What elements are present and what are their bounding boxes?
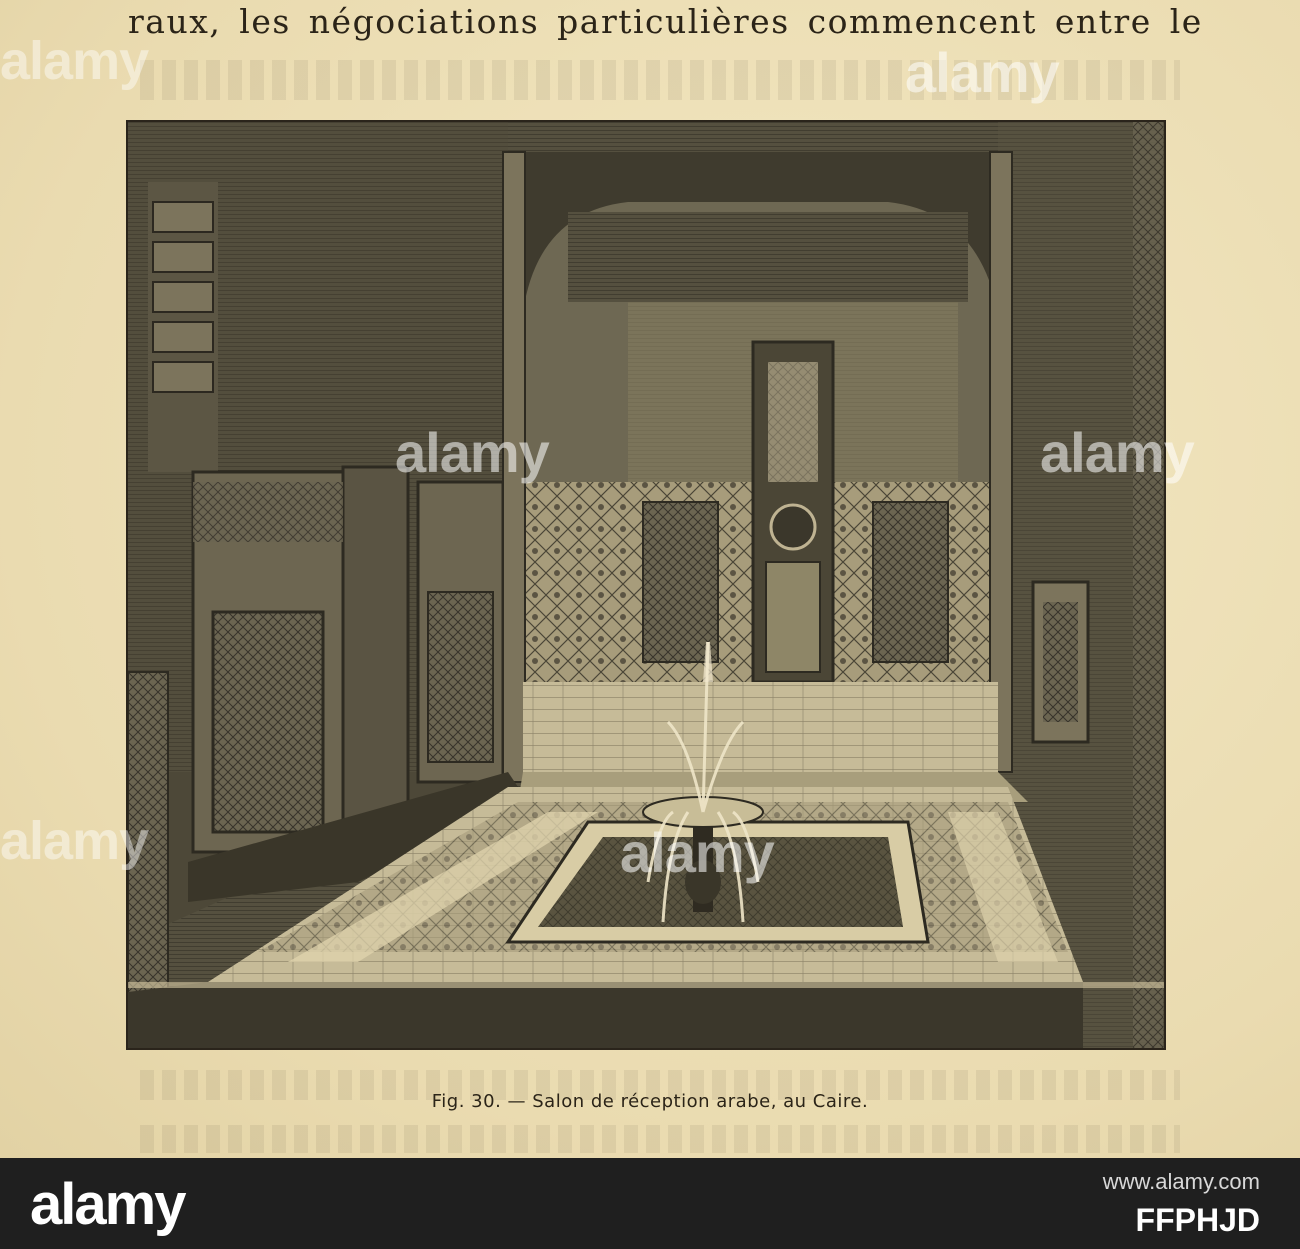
footer-url: www.alamy.com xyxy=(1102,1169,1260,1194)
watermark-left-top: alamy xyxy=(0,31,149,91)
engraving-illustration xyxy=(126,120,1166,1050)
image-id: FFPHJD xyxy=(1135,1202,1260,1238)
footer-meta xyxy=(660,1168,1260,1238)
figure-caption: Fig. 30. — Salon de réception arabe, au Caire. xyxy=(431,1091,869,1112)
alamy-logo: alamy xyxy=(30,1172,185,1237)
watermark-left-bottom: alamy xyxy=(0,811,149,871)
bleed-through-text-lower-2 xyxy=(140,1125,1180,1153)
body-text-line: raux, les négociations particulières commencent entre le xyxy=(128,2,1203,41)
engraving-drawing xyxy=(128,122,1164,1048)
watermark-top-right: alamy xyxy=(905,41,1059,104)
bleed-through-text-lower xyxy=(140,1070,1180,1100)
watermark-center-left: alamy xyxy=(395,421,549,484)
watermark-lower-center: alamy xyxy=(620,821,774,884)
watermark-center-right: alamy xyxy=(1040,421,1194,484)
